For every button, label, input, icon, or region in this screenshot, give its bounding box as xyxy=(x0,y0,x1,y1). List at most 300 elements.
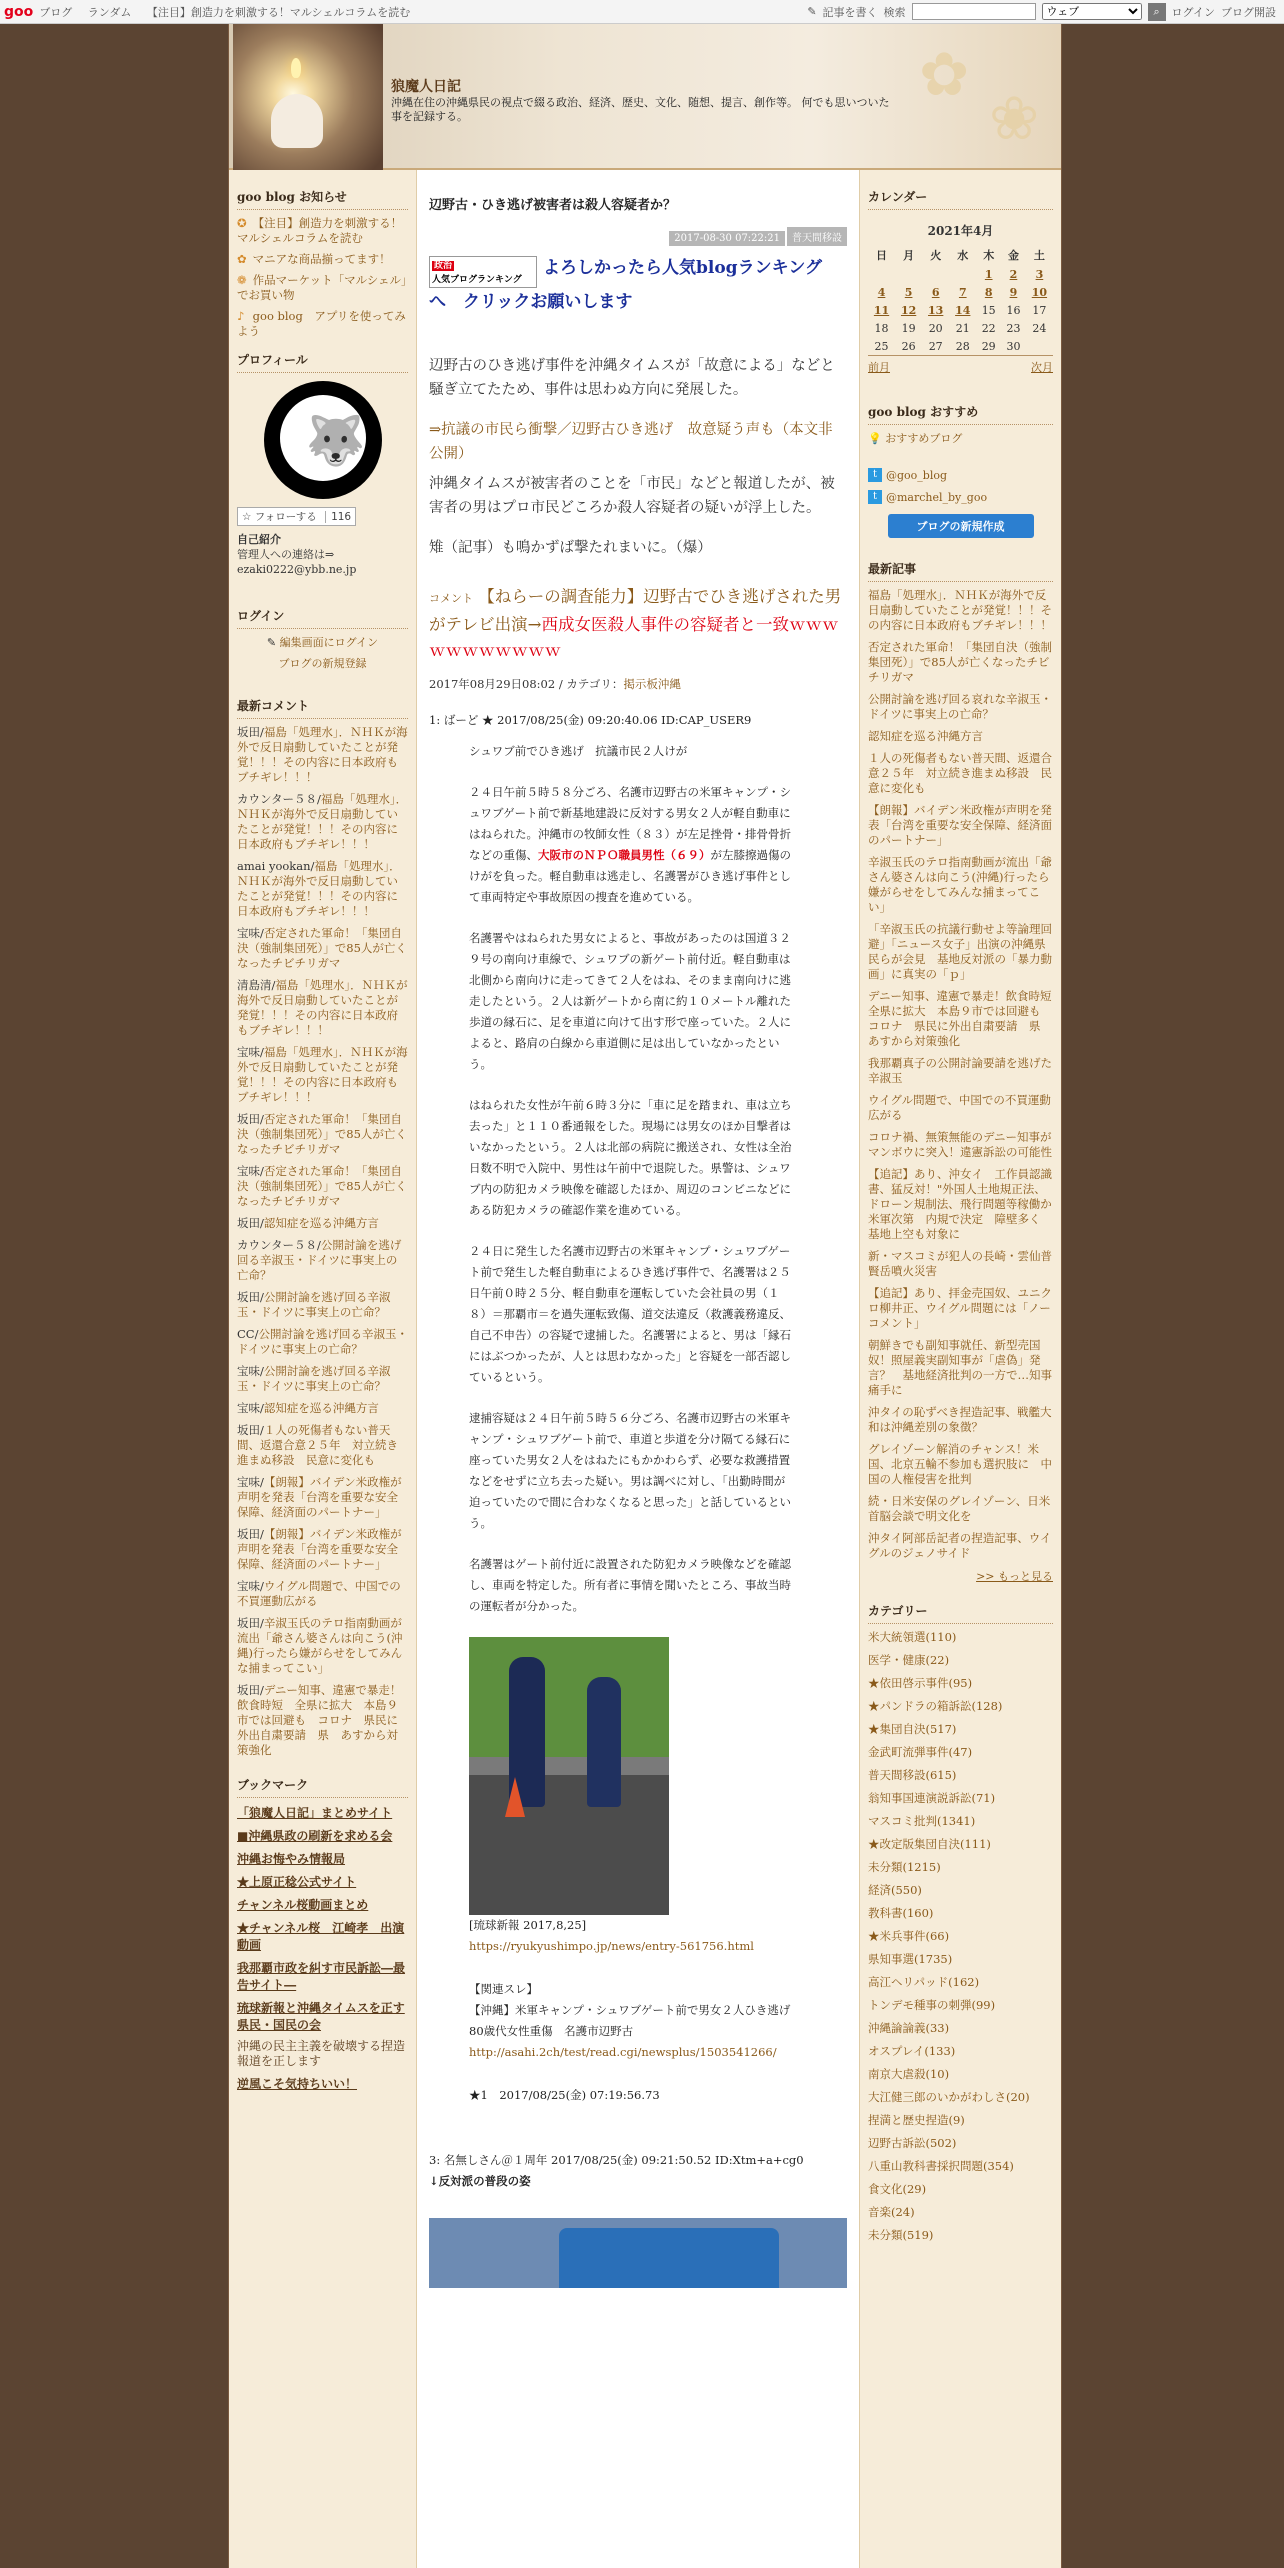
category-item xyxy=(868,1676,1053,1691)
category-item xyxy=(868,1860,1053,1875)
calendar-day xyxy=(868,265,895,283)
calendar-weekday: 月 xyxy=(903,249,915,262)
calendar-day: 18 xyxy=(874,321,889,335)
candle-image xyxy=(233,24,383,170)
category-link[interactable]: マスコミ批判(1341) xyxy=(868,1814,976,1828)
calendar-month: 2021年4月 xyxy=(927,224,994,238)
posted-category-link[interactable]: 掲示板沖縄 xyxy=(623,677,681,691)
goo-news-link[interactable]: マニアな商品揃ってます！ xyxy=(252,252,391,266)
comment-author: 清島清/ xyxy=(237,978,276,992)
recent-article-link[interactable]: 辛淑玉氏のテロ指南動画が流出「爺さん婆さんは向こう(沖縄)行ったら嫌がらせをしてみんな捕まってこい」 xyxy=(868,855,1052,914)
next-month-link[interactable]: 次月 xyxy=(1031,361,1053,374)
comment-article-link[interactable]: １人の死傷者もない普天間、返還合意２５年 対立続き進まぬ移設 民意に変化も xyxy=(237,1423,398,1467)
comment-article-link[interactable]: 福島「処理水」．ＮＨＫが海外で反日扇動していたことが発覚！！！その内容に日本政府もブチギレ！！！ xyxy=(237,1045,408,1104)
posted-info: 2017年08月29日08:02 / カテゴリ： xyxy=(429,677,624,691)
category-link[interactable]: 捏満と歴史捏造(9) xyxy=(868,2113,965,2127)
comment-author: 宝味/ xyxy=(237,1401,264,1415)
calendar-day[interactable]: 5 xyxy=(904,285,913,299)
category-item xyxy=(868,2021,1053,2036)
calendar xyxy=(868,216,1053,355)
category-link[interactable]: 沖縄論論義(33) xyxy=(868,2021,950,2035)
calendar-day xyxy=(949,265,976,283)
recent-item xyxy=(868,1338,1053,1398)
follower-count: 116 xyxy=(325,511,351,523)
blog-header xyxy=(229,24,1061,170)
photo-cone xyxy=(505,1777,525,1817)
recent-item xyxy=(868,692,1053,722)
search-label: 検索 xyxy=(883,5,906,19)
quote-paragraph: ２４日に発生した名護市辺野古の米軍キャンプ・シュワブゲート前で発生した軽自動車によるひき逃げ事件で、名護署は２５日午前０時２５分、軽自動車を運転していた会社員の男（１８）＝那覇市＝を過失運転致傷、道交法違反（救護義務違反、自己不申告）の容疑で逮捕した。名護署によると、男は「縁石にはぶつかったが、人とは思わなかった」と容疑を一部否認しているという。 xyxy=(469,1244,791,1384)
calendar-day: 16 xyxy=(1006,303,1021,317)
recent-article-link[interactable]: １人の死傷者もない普天間、返還合意２５年 対立続き進まぬ移設 民意に変化も xyxy=(868,751,1052,795)
calendar-day: 23 xyxy=(1006,321,1021,335)
right-sidebar xyxy=(859,170,1064,2568)
category-item xyxy=(868,2182,1053,2197)
open-blog-link[interactable]: ブログ開設 xyxy=(1221,5,1276,19)
recent-item xyxy=(868,1167,1064,1242)
recent-article-link[interactable]: 新・マスコミが犯人の長崎・雲仙普賢岳噴火災害 xyxy=(868,1249,1052,1278)
recent-article-link[interactable]: コロナ禍、無策無能のデニー知事がマンボウに突入！違憲訴訟の可能性 xyxy=(868,1130,1052,1159)
intro-heading: 自己紹介 xyxy=(237,533,281,546)
twitter-marchel-link[interactable]: @marchel_by_goo xyxy=(886,490,988,504)
edit-login-link[interactable]: 編集画面にログイン xyxy=(279,636,379,649)
comment-item xyxy=(237,978,408,1038)
category-link[interactable]: 米大統領選(110) xyxy=(868,1630,957,1644)
calendar-weekday: 金 xyxy=(1007,249,1019,262)
article-column xyxy=(417,170,859,2302)
comment-article-link[interactable]: 福島「処理水」．ＮＨＫが海外で反日扇動していたことが発覚！！！その内容に日本政府もブチギレ！！！ xyxy=(237,859,401,918)
photo-source-link[interactable]: https://ryukyushimpo.jp/news/entry-561756.html xyxy=(469,1939,754,1953)
recent-article-link[interactable]: ウイグル問題で、中国での不買運動広がる xyxy=(868,1093,1051,1122)
comment-author: カウンター５８/ xyxy=(237,1238,321,1252)
category-item xyxy=(868,1883,1053,1898)
category-item xyxy=(868,1699,1053,1714)
calendar-day[interactable]: 3 xyxy=(1035,267,1044,281)
profile-heading: プロフィール xyxy=(237,347,408,373)
new-blog-link[interactable]: ブログの新規登録 xyxy=(278,657,367,670)
recent-article-link[interactable]: 【朗報】バイデン米政権が声明を発表「台湾を重要な安全保障、経済面のパートナー」 xyxy=(868,803,1052,847)
res-header: 3: 名無しさん＠１周年 2017/08/25(金) 09:21:50.52 ID:Xtm+a+cg0 xyxy=(429,2153,804,2167)
recent-article-link[interactable]: グレイゾーン解消のチャンス！米国、北京五輪不参加も選択肢に 中国の人権侵害を批判 xyxy=(868,1442,1052,1486)
leaf-icon: ✿ xyxy=(919,40,970,110)
category-link[interactable]: 食文化(29) xyxy=(868,2182,927,2196)
comment-article-link[interactable]: ウイグル問題で、中国での不買運動広がる xyxy=(237,1579,401,1608)
category-link[interactable]: 大江健三郎のいかがわしさ(20) xyxy=(868,2090,1030,2104)
photo-caption: [琉球新報 2017,8,25] xyxy=(469,1918,587,1932)
search-scope-select[interactable] xyxy=(1042,3,1142,20)
write-article-link[interactable]: 記事を書く xyxy=(822,5,878,19)
recent-article-link[interactable]: 福島「処理水」．ＮＨＫが海外で反日扇動していたことが発覚！！！その内容に日本政府もブチギレ！！！ xyxy=(868,588,1052,632)
new-blog-button[interactable]: ブログの新規作成 xyxy=(888,514,1034,538)
calendar-day[interactable]: 6 xyxy=(931,285,940,299)
avatar xyxy=(264,381,382,499)
osusume-link[interactable]: おすすめブログ xyxy=(885,432,963,445)
calendar-weekday: 水 xyxy=(957,249,969,262)
thread-title: 【ねらーの調査能力】辺野古でひき逃げされた男がテレビ出演→ xyxy=(429,587,842,634)
calendar-day[interactable]: 7 xyxy=(958,285,967,299)
comment-article-link[interactable]: 福島「処理水」．ＮＨＫが海外で反日扇動していたことが発覚！！！その内容に日本政府もブチギレ！！！ xyxy=(237,978,408,1037)
comment-item xyxy=(237,1112,408,1157)
wolf-icon: 🐺 xyxy=(305,413,366,469)
goo-toolbar xyxy=(0,0,1284,24)
category-link[interactable]: 金武町流弾事件(47) xyxy=(868,1745,973,1759)
comment-item xyxy=(237,1290,408,1320)
bookmark-heading: ブックマーク xyxy=(237,1772,408,1798)
bookmark-link[interactable]: 沖縄お悔やみ情報局 xyxy=(237,1852,346,1866)
comment-item xyxy=(237,1216,408,1231)
bookmark-link[interactable]: チャンネル桜動画まとめ xyxy=(237,1898,369,1912)
category-link[interactable]: ★米兵事件(66) xyxy=(868,1929,950,1943)
calendar-day[interactable]: 12 xyxy=(900,303,917,317)
nav-random-link[interactable]: ランダム xyxy=(87,5,132,19)
recent-article-link[interactable]: 沖タイ阿部岳記者の捏造記事、ウイグルのジェノサイド xyxy=(868,1531,1052,1560)
comment-article-link[interactable]: 認知症を巡る沖縄方言 xyxy=(263,1216,379,1230)
comment-item xyxy=(237,1527,408,1572)
comment-article-link[interactable]: 【朗報】バイデン米政権が声明を発表「台湾を重要な安全保障、経済面のパートナー」 xyxy=(237,1527,402,1571)
recent-item xyxy=(868,1531,1053,1561)
recent-article-link[interactable]: 認知症を巡る沖縄方言 xyxy=(868,729,983,743)
recent-item xyxy=(868,1056,1053,1086)
prev-month-link[interactable]: 前月 xyxy=(868,361,890,374)
comment-item xyxy=(237,1238,408,1283)
recent-item xyxy=(868,922,1053,982)
more-link[interactable]: >> もっと見る xyxy=(976,1570,1053,1583)
goo-news-heading: goo blog お知らせ xyxy=(237,184,408,210)
recent-article-link[interactable]: 否定された軍命！「集団自決（強制集団死）」で85人が亡くなったチビチリガマ xyxy=(868,640,1052,684)
comment-article-link[interactable]: 公開討論を逃げ回る辛淑玉・ドイツに事実上の亡命？ xyxy=(237,1364,391,1393)
recent-article-link[interactable]: 【追記】あり、拝金売国奴、ユニクロ柳井正、ウイグル問題には「ノーコメント」 xyxy=(868,1286,1052,1330)
category-item xyxy=(868,1929,1053,1944)
comment-article-link[interactable]: 否定された軍命！「集団自決（強制集団死）」で85人が亡くなったチビチリガマ xyxy=(237,1164,407,1208)
category-link[interactable]: 未分類(519) xyxy=(868,2228,934,2242)
left-sidebar xyxy=(229,170,417,2568)
photo-road xyxy=(469,1775,669,1915)
ranking-link[interactable]: よろしかったら人気blogランキング xyxy=(543,258,823,278)
calendar-day[interactable]: 11 xyxy=(873,303,890,317)
res-header: 1: ばーど ★ 2017/08/25(金) 09:20:40.06 ID:CAP_USER9 xyxy=(429,713,752,727)
bookmark-link[interactable]: 我那覇市政を糾す市民訴訟―最告サイト― xyxy=(237,1961,406,1992)
twitter-goo-link[interactable]: @goo_blog xyxy=(886,468,948,482)
category-item xyxy=(868,1630,1053,1645)
related-text: 【沖縄】米軍キャンプ・シュワブゲート前で男女２人ひき逃げ 80歳代女性重傷 名護市辺野古 xyxy=(469,2003,802,2038)
news-photo xyxy=(469,1637,669,1915)
category-item xyxy=(868,2228,1053,2243)
category-item xyxy=(868,2205,1053,2220)
comment-article-link[interactable]: 否定された軍命！「集団自決（強制集団死）」で85人が亡くなったチビチリガマ xyxy=(237,1112,407,1156)
category-item xyxy=(868,1814,1053,1829)
category-link[interactable]: ★依田啓示事件(95) xyxy=(868,1676,973,1690)
article-link[interactable]: ⇒抗議の市民ら衝撃／辺野古ひき逃げ 故意疑う声も（本文非公開） xyxy=(429,422,833,462)
recent-article-link[interactable]: 「辛淑玉氏の抗議行動せよ等論理回避」「ニュース女子」出演の沖縄県民らが会見 基地反対派の「暴力動画」に真実の「ｐ」 xyxy=(868,922,1052,981)
goo-news-link[interactable]: 作品マーケット「マルシェル」でお買い物 xyxy=(237,273,407,302)
bookmark-link[interactable]: 逆風こそ気持ちいい！ xyxy=(237,2077,358,2091)
recent-article-link[interactable]: 沖タイの恥ずべき捏造記事、戦艦大和は沖縄差別の象徴？ xyxy=(868,1405,1052,1434)
intro-text: 管理人への連絡は⇒ ezaki0222@ybb.ne.jp xyxy=(237,548,357,576)
calendar-day: 25 xyxy=(874,339,889,353)
article-title[interactable]: 辺野古・ひき逃げ被害者は殺人容疑者か？ xyxy=(429,198,677,213)
comment-author: 宝味/ xyxy=(237,1579,264,1593)
comment-item xyxy=(237,1401,408,1416)
calendar-day[interactable]: 2 xyxy=(1009,267,1018,281)
follow-button[interactable] xyxy=(237,507,356,526)
calendar-day: 21 xyxy=(955,321,970,335)
res-photo xyxy=(429,2218,847,2288)
quoted-news xyxy=(469,741,802,2106)
related-link[interactable]: http://asahi.2ch/test/read.cgi/newsplus/1503541266/ xyxy=(469,2045,777,2059)
calendar-weekday: 土 xyxy=(1033,249,1045,262)
page-wrapper xyxy=(228,24,1062,2568)
calendar-day: 26 xyxy=(901,339,916,353)
category-list xyxy=(868,1630,1053,2243)
ranking-tail: へ クリックお願いします xyxy=(429,292,633,312)
category-item xyxy=(868,1768,1053,1783)
article-meta xyxy=(429,227,847,246)
twitter-icon: t xyxy=(868,490,882,504)
recent-item xyxy=(868,989,1064,1049)
recent-item xyxy=(868,588,1053,633)
comment-item xyxy=(237,792,408,852)
bulb-icon: 💡 xyxy=(868,432,882,445)
comment-item xyxy=(237,1045,408,1105)
quote-paragraph: はねられた女性が午前６時３分に「車に足を踏まれ、車は立ち去った」と１１０番通報をした。現場には男女のほか目撃者はいなかったという。２人は北部の病院に搬送され、女性は全治日数不明で入院中、男性は午前中で退院した。県警は、シュワブ内の防犯カメラ映像を確認したほか、周辺のコンビニなどにある防犯カメラの確認作業を進めている。 xyxy=(469,1098,792,1217)
bookmark-note: 沖縄の民主主義を破壊する捏造報道を正します xyxy=(237,2039,406,2068)
category-item xyxy=(868,1975,1053,1990)
comment-article-link[interactable]: 福島「処理水」．ＮＨＫが海外で反日扇動していたことが発覚！！！その内容に日本政府もブチギレ！！！ xyxy=(237,792,408,851)
calendar-weekday: 日 xyxy=(876,249,888,262)
calendar-day: 20 xyxy=(928,321,943,335)
comment-author: 坂田/ xyxy=(237,1423,264,1437)
comments-heading: 最新コメント xyxy=(237,693,408,719)
category-item xyxy=(868,2136,1053,2151)
comment-author: 宝味/ xyxy=(237,926,264,940)
quote-paragraph: 名護署はゲート前付近に設置された防犯カメラ映像などを確認し、車両を特定した。所有者に事情を聞いたところ、事故当時の運転者が分かった。 xyxy=(469,1557,791,1613)
category-item xyxy=(868,2044,1053,2059)
bookmark-link[interactable]: 琉球新報と沖縄タイムスを正す県民・国民の会 xyxy=(237,2001,405,2032)
recent-item xyxy=(868,751,1053,796)
category-item xyxy=(868,2067,1053,2082)
calendar-day[interactable]: 10 xyxy=(1031,285,1048,299)
calendar-day: 15 xyxy=(981,303,996,317)
login-link[interactable]: ログイン xyxy=(1171,5,1215,19)
bookmark-link[interactable]: ■沖縄県政の刷新を求める会 xyxy=(237,1829,393,1843)
star-line: ★1 2017/08/25(金) 07:19:56.73 xyxy=(469,2088,660,2102)
calendar-day: 29 xyxy=(981,339,996,353)
comment-item xyxy=(237,1423,408,1468)
comment-item xyxy=(237,725,408,785)
article-paragraph: 沖縄タイムスが被害者のことを「市民」などと報道したが、被害者の男はプロ市民どころか殺人容疑者の疑いが浮上した。 xyxy=(429,476,835,516)
badge-top: 政治 xyxy=(434,261,453,271)
blog-description: 沖縄在住の沖縄県民の視点で綴る政治、経済、歴史、文化、随想、提言、創作等。 何でも思いついた事を記録する。 xyxy=(391,96,890,123)
category-item xyxy=(868,1906,1053,1921)
category-item xyxy=(868,1745,1053,1760)
bookmark-link[interactable]: 「狼魔人日記」まとめサイト xyxy=(237,1806,393,1820)
category-link[interactable]: 県知事選(1735) xyxy=(868,1952,953,1966)
recent-article-link[interactable]: 【追記】あり、沖女イ 工作員認識書、猛反対！"外国人土地規正法、ドローン規制法、飛行問題等稼働か 米軍次第 内規で決定 障壁多く 基地上空も対象に xyxy=(868,1167,1064,1241)
calendar-day[interactable]: 8 xyxy=(984,285,993,299)
quote-paragraph: 逮捕容疑は２４日午前５時５６分ごろ、名護市辺野古の米軍キャンプ・シュワブゲート前で、車道と歩道を分け隔てる縁石に座っていた男女２人をはねたにもかかわらず、必要な救護措置などをせずに立ち去った疑い。男は調べに対し、「出勤時間が迫っていたので間に合わなくなると思った」と話しているという。 xyxy=(469,1411,791,1530)
comment-article-link[interactable]: 認知症を巡る沖縄方言 xyxy=(263,1401,379,1415)
category-link[interactable]: 普天間移設(615) xyxy=(868,1768,957,1782)
category-link[interactable]: オスプレイ(133) xyxy=(868,2044,956,2058)
recent-article-link[interactable]: 朝鮮きでも副知事就任、新型売国奴！照屋義実副知事が「虐偽」発言？ 基地経済批判の一方で…知事痛手に xyxy=(868,1338,1052,1397)
ranking-banner xyxy=(429,256,847,288)
comment-author: CC/ xyxy=(237,1327,259,1341)
category-heading: カテゴリー xyxy=(868,1598,1053,1624)
recent-item xyxy=(868,855,1053,915)
badge-bottom: 人気ブログランキング xyxy=(432,275,522,285)
comment-author: 坂田/ xyxy=(237,1616,264,1630)
recent-list xyxy=(868,588,1064,1561)
category-link[interactable]: 辺野古訴訟(502) xyxy=(868,2136,957,2150)
osusume-heading: goo blog おすすめ xyxy=(868,399,1053,425)
recent-item xyxy=(868,1286,1053,1331)
category-item xyxy=(868,1722,1053,1737)
category-link[interactable]: 高江ヘリパッド(162) xyxy=(868,1975,980,1989)
article-category-badge[interactable]: 普天間移設 xyxy=(787,227,847,246)
category-item xyxy=(868,1653,1053,1668)
comment-author: カウンター５８/ xyxy=(237,792,321,806)
comment-item xyxy=(237,1616,408,1676)
comments-list xyxy=(237,725,408,1758)
comment-item xyxy=(237,859,408,919)
comment-author: 坂田/ xyxy=(237,1290,264,1304)
comment-author: 坂田/ xyxy=(237,1216,264,1230)
leaf-icon: ❀ xyxy=(989,84,1040,154)
category-link[interactable]: 南京大虐殺(10) xyxy=(868,2067,950,2081)
comment-article-link[interactable]: 福島「処理水」．ＮＨＫが海外で反日扇動していたことが発覚！！！その内容に日本政府もブチギレ！！！ xyxy=(237,725,408,784)
comment-author: 坂田/ xyxy=(237,1527,264,1541)
calendar-day xyxy=(895,265,922,283)
category-link[interactable]: 未分類(1215) xyxy=(868,1860,941,1874)
comment-author: 坂田/ xyxy=(237,1683,264,1697)
search-input[interactable] xyxy=(912,3,1036,20)
pencil-icon: ✎ xyxy=(807,5,817,18)
recent-article-link[interactable]: 我那覇真子の公開討論要請を逃げた辛淑玉 xyxy=(868,1056,1052,1085)
recent-heading: 最新記事 xyxy=(868,556,1053,582)
photo-truck xyxy=(559,2228,779,2288)
recent-article-link[interactable]: 公開討論を逃げ回る哀れな辛淑玉・ドイツに事実上の亡命？ xyxy=(868,692,1052,721)
ranking-badge[interactable] xyxy=(429,256,537,288)
comment-author: 坂田/ xyxy=(237,725,264,739)
follow-label: フォローする xyxy=(254,511,317,523)
comment-article-link[interactable]: 否定された軍命！「集団自決（強制集団死）」で85人が亡くなったチビチリガマ xyxy=(237,926,407,970)
recent-item xyxy=(868,1442,1053,1487)
recent-item xyxy=(868,1249,1053,1279)
quote-paragraph: ２４日午前５時５８分ごろ、名護市辺野古の米軍キャンプ・シュワブゲート前で新基地建設に反対する男女２人が軽自動車にはねられた。沖縄市の牧師女性（８３）が左足挫骨・排骨骨折などの重傷、大阪市のＮＰＯ職員男性（６９）が左膝擦過傷のけがを負った。軽自動車は逃走し、名護署がひき逃げ事件として車両特定や事故原因の捜査を進めている。 xyxy=(469,785,791,904)
login-heading: ログイン xyxy=(237,603,408,629)
calendar-weekday: 火 xyxy=(930,249,942,262)
category-link[interactable]: 翁知事国連演説訴訟(71) xyxy=(868,1791,996,1805)
comment-article-link[interactable]: 公開討論を逃げ回る辛淑玉・ドイツに事実上の亡命？ xyxy=(237,1238,402,1282)
nav-blog-link[interactable]: ブログ xyxy=(39,5,73,19)
thread-label: コメント xyxy=(429,592,473,605)
recent-item xyxy=(868,1093,1053,1123)
article-date: 2017-08-30 07:22:21 xyxy=(669,231,785,246)
goo-news-link[interactable]: 【注目】創造力を刺激する！マルシェルコラムを読む xyxy=(237,216,403,245)
comment-author: 宝味/ xyxy=(237,1364,264,1378)
category-item xyxy=(868,1791,1053,1806)
category-link[interactable]: ★パンドラの箱訴訟(128) xyxy=(868,1699,1003,1713)
comment-author: amai yookan/ xyxy=(237,859,315,873)
calendar-day: 27 xyxy=(928,339,943,353)
calendar-day[interactable]: 4 xyxy=(877,285,886,299)
recent-article-link[interactable]: 続・日米安保のグレイゾーン、日米首脳会談で明文化を xyxy=(868,1494,1051,1523)
category-link[interactable]: 音楽(24) xyxy=(868,2205,915,2219)
recent-item xyxy=(868,1405,1053,1435)
category-link[interactable]: 経済(550) xyxy=(868,1883,922,1897)
star-icon: ☆ xyxy=(242,511,252,523)
calendar-day: 22 xyxy=(981,321,996,335)
category-item xyxy=(868,1837,1053,1852)
blog-title[interactable]: 狼魔人日記 xyxy=(391,79,461,95)
search-button[interactable] xyxy=(1148,3,1166,21)
comment-article-link[interactable]: 公開討論を逃げ回る辛淑玉・ドイツに事実上の亡命？ xyxy=(237,1327,408,1356)
comment-item xyxy=(237,1475,408,1520)
res-title: ↓反対派の普段の姿 xyxy=(429,2174,531,2188)
comment-article-link[interactable]: デニー知事、違憲で暴走！飲食時短 全県に拡大 本島９市では回避も コロナ 県民に外出自粛要請 県 あすから対策強化 xyxy=(237,1683,402,1757)
comment-item xyxy=(237,1364,408,1394)
goo-news-link[interactable]: goo blog アプリを使ってみよう xyxy=(237,309,406,338)
thread-headline[interactable] xyxy=(429,584,847,664)
category-link[interactable]: トンデモ種事の刺弾(99) xyxy=(868,1998,996,2012)
recent-article-link[interactable]: デニー知事、違憲で暴走！飲食時短 全県に拡大 本島９市では回避も コロナ 県民に外出自粛要請 県 あすから対策強化 xyxy=(868,989,1064,1048)
comment-item xyxy=(237,1327,408,1357)
comment-article-link[interactable]: 【朗報】バイデン米政権が声明を発表「台湾を重要な安全保障、経済面のパートナー」 xyxy=(237,1475,402,1519)
comment-item xyxy=(237,1683,408,1758)
calendar-day: 19 xyxy=(901,321,916,335)
comment-article-link[interactable]: 辛淑玉氏のテロ指南動画が流出「爺さん婆さんは向こう(沖縄)行ったら嫌がらせをしてみんな捕まってこい」 xyxy=(237,1616,403,1675)
category-link[interactable]: ★改定版集団自決(111) xyxy=(868,1837,991,1851)
bookmark-link[interactable]: ★チャンネル桜 江崎孝 出演動画 xyxy=(237,1921,405,1952)
twitter-icon: t xyxy=(868,468,882,482)
category-link[interactable]: ★集団自決(517) xyxy=(868,1722,957,1736)
nav-featured-link[interactable]: 【注目】創造力を刺激する！マルシェルコラムを読む xyxy=(146,5,411,19)
pencil-icon: ✎ xyxy=(266,636,277,649)
calendar-day: 28 xyxy=(955,339,970,353)
calendar-day[interactable]: 14 xyxy=(955,303,971,317)
calendar-day[interactable]: 9 xyxy=(1009,285,1018,299)
search-icon: ⌕ xyxy=(1153,4,1160,18)
calendar-heading: カレンダー xyxy=(868,184,1053,210)
category-item xyxy=(868,1998,1053,2013)
comment-item xyxy=(237,1164,408,1209)
quote-paragraph: 名護署やはねられた男女によると、事故があったのは国道３２９号の南向け車線で、シュワブの新ゲート前付近。軽自動車は北側から南向けに走ってきて２人をはね、そのまま南向けに逃走したという。２人は新ゲートから南に約１０メートル離れた歩道の縁石に、足を車道に向けて出す形で座っていた。２人によると、路肩の白線から車道側に足は出していなかったという。 xyxy=(469,931,791,1071)
calendar-day: 30 xyxy=(1006,339,1021,353)
goo-logo[interactable]: goo xyxy=(4,3,34,20)
category-link[interactable]: 八重山教科書採択問題(354) xyxy=(868,2159,1014,2173)
category-item xyxy=(868,2159,1053,2174)
article-paragraph: 辺野古のひき逃げ事件を沖縄タイムスが「故意による」などと騒ぎ立てたため、事件は思わぬ方向に発展した。 xyxy=(429,358,835,398)
comment-item xyxy=(237,926,408,971)
candle-body xyxy=(271,94,323,148)
photo-grass xyxy=(469,1637,669,1757)
thread-title-red: 西成女医殺人事件の容疑者と一致 xyxy=(541,615,789,634)
calendar-day xyxy=(1026,337,1053,355)
article-paragraph: 雉（記事）も鳴かずば撃たれまいに。（爆） xyxy=(429,540,712,556)
comment-item xyxy=(237,1579,408,1609)
category-link[interactable]: 教科書(160) xyxy=(868,1906,934,1920)
comment-article-link[interactable]: 公開討論を逃げ回る辛淑玉・ドイツに事実上の亡命？ xyxy=(237,1290,391,1319)
calendar-day[interactable]: 1 xyxy=(984,267,993,281)
bookmark-link[interactable]: ★上原正稔公式サイト xyxy=(237,1875,357,1889)
calendar-day[interactable]: 13 xyxy=(928,303,944,317)
category-link[interactable]: 医学・健康(22) xyxy=(868,1653,950,1667)
badge-icon: ✿ xyxy=(237,252,247,266)
badge-icon: ✪ xyxy=(237,216,247,230)
recent-item xyxy=(868,729,1053,744)
recent-item xyxy=(868,640,1053,685)
calendar-day: 24 xyxy=(1032,321,1047,335)
